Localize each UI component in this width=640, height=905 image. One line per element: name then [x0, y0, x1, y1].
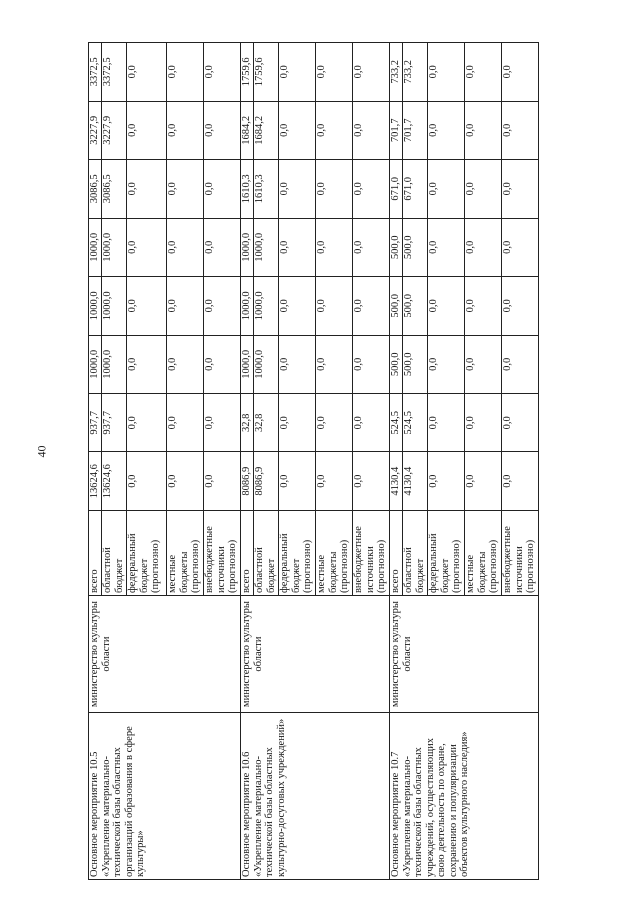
funding-source-cell: внебюджетные источники (прогнозно)	[502, 510, 539, 595]
funding-value-cell: 0,0	[127, 394, 167, 452]
funding-value-cell: 0,0	[279, 277, 316, 335]
table-row	[390, 43, 403, 880]
funding-value-cell: 1759,6	[254, 43, 279, 102]
funding-value-cell: 937,7	[102, 394, 127, 452]
funding-value-cell: 0,0	[502, 335, 539, 393]
funding-source-cell: внебюджетные источники (прогнозно)	[353, 510, 390, 595]
funding-value-cell: 0,0	[279, 218, 316, 276]
funding-value-cell: 0,0	[353, 101, 390, 159]
funding-value-cell: 1000,0	[89, 335, 102, 393]
funding-value-cell: 3086,5	[89, 160, 102, 218]
funding-value-cell: 0,0	[167, 335, 204, 393]
funding-value-cell: 0,0	[428, 101, 465, 159]
funding-value-cell: 500,0	[403, 335, 428, 393]
funding-value-cell: 0,0	[502, 43, 539, 102]
funding-source-cell: всего	[89, 510, 102, 595]
funding-value-cell: 0,0	[204, 335, 241, 393]
funding-value-cell: 733,2	[390, 43, 403, 102]
funding-value-cell: 0,0	[127, 452, 167, 510]
funding-value-cell: 0,0	[465, 394, 502, 452]
funding-value-cell: 32,8	[254, 394, 279, 452]
funding-value-cell: 0,0	[279, 43, 316, 102]
funding-value-cell: 0,0	[428, 160, 465, 218]
funding-source-cell: областной бюджет	[403, 510, 428, 595]
measure-name-cell: Основное мероприятие 10.5 «Укрепление материально-технической базы областных организаций образования в сфере культуры»	[89, 713, 241, 880]
funding-value-cell: 0,0	[428, 335, 465, 393]
funding-value-cell: 0,0	[502, 101, 539, 159]
funding-value-cell: 0,0	[316, 277, 353, 335]
funding-value-cell: 0,0	[428, 43, 465, 102]
funding-value-cell: 937,7	[89, 394, 102, 452]
funding-value-cell: 0,0	[167, 101, 204, 159]
funding-value-cell: 3227,9	[89, 101, 102, 159]
funding-value-cell: 0,0	[316, 160, 353, 218]
funding-value-cell: 0,0	[502, 218, 539, 276]
funding-value-cell: 0,0	[127, 335, 167, 393]
funding-value-cell: 0,0	[465, 452, 502, 510]
funding-value-cell: 0,0	[127, 277, 167, 335]
funding-value-cell: 0,0	[465, 218, 502, 276]
funding-value-cell: 0,0	[316, 218, 353, 276]
table-row	[241, 43, 254, 880]
funding-value-cell: 0,0	[316, 43, 353, 102]
funding-value-cell: 32,8	[241, 394, 254, 452]
funding-value-cell: 0,0	[353, 335, 390, 393]
funding-value-cell: 1684,2	[241, 101, 254, 159]
funding-value-cell: 4130,4	[390, 452, 403, 510]
funding-value-cell: 0,0	[167, 160, 204, 218]
funding-value-cell: 500,0	[390, 277, 403, 335]
funding-value-cell: 0,0	[204, 394, 241, 452]
funding-source-cell: федеральный бюджет (прогнозно)	[127, 510, 167, 595]
table-row	[89, 43, 102, 880]
funding-value-cell: 0,0	[204, 452, 241, 510]
funding-source-cell: местные бюджеты (прогнозно)	[167, 510, 204, 595]
funding-value-cell: 0,0	[428, 394, 465, 452]
funding-value-cell: 1000,0	[254, 218, 279, 276]
funding-source-cell: областной бюджет	[254, 510, 279, 595]
funding-value-cell: 0,0	[167, 218, 204, 276]
funding-value-cell: 0,0	[316, 394, 353, 452]
funding-value-cell: 524,5	[403, 394, 428, 452]
funding-value-cell: 0,0	[316, 335, 353, 393]
funding-value-cell: 500,0	[390, 335, 403, 393]
funding-value-cell: 0,0	[502, 452, 539, 510]
funding-value-cell: 13624,6	[102, 452, 127, 510]
funding-value-cell: 0,0	[428, 452, 465, 510]
funding-value-cell: 524,5	[390, 394, 403, 452]
funding-value-cell: 0,0	[127, 43, 167, 102]
funding-value-cell: 671,0	[390, 160, 403, 218]
measure-name-cell: Основное мероприятие 10.6 «Укрепление материально-технической базы областных культурно-досуговых учреждений»	[241, 713, 390, 880]
funding-value-cell: 0,0	[167, 43, 204, 102]
page-number: 40	[34, 445, 49, 458]
funding-value-cell: 0,0	[167, 277, 204, 335]
funding-value-cell: 0,0	[353, 452, 390, 510]
funding-value-cell: 0,0	[502, 160, 539, 218]
funding-value-cell: 3372,5	[89, 43, 102, 102]
funding-value-cell: 0,0	[279, 101, 316, 159]
funding-value-cell: 0,0	[127, 160, 167, 218]
funding-value-cell: 0,0	[127, 218, 167, 276]
funding-value-cell: 3372,5	[102, 43, 127, 102]
measure-name-cell: Основное мероприятие 10.7 «Укрепление материально-технической базы областных учреждений, осуществляющих свою деятельность по охране, сохранению и популяризации объектов культурного наследия»	[390, 713, 539, 880]
funding-value-cell: 3086,5	[102, 160, 127, 218]
funding-value-cell: 0,0	[465, 277, 502, 335]
funding-value-cell: 733,2	[403, 43, 428, 102]
funding-value-cell: 3227,9	[102, 101, 127, 159]
funding-value-cell: 0,0	[127, 101, 167, 159]
funding-value-cell: 0,0	[279, 160, 316, 218]
rotated-table-container	[88, 42, 640, 880]
funding-value-cell: 0,0	[167, 452, 204, 510]
funding-source-cell: областной бюджет	[102, 510, 127, 595]
funding-source-cell: федеральный бюджет (прогнозно)	[428, 510, 465, 595]
funding-value-cell: 0,0	[353, 218, 390, 276]
funding-table	[88, 42, 539, 880]
funding-value-cell: 1000,0	[89, 277, 102, 335]
funding-value-cell: 13624,6	[89, 452, 102, 510]
funding-value-cell: 8086,9	[241, 452, 254, 510]
funding-source-cell: внебюджетные источники (прогнозно)	[204, 510, 241, 595]
funding-value-cell: 1610,3	[241, 160, 254, 218]
responsible-executor-cell: министерство культуры области	[241, 596, 390, 713]
funding-value-cell: 1000,0	[241, 277, 254, 335]
funding-value-cell: 0,0	[465, 101, 502, 159]
funding-source-cell: всего	[241, 510, 254, 595]
funding-value-cell: 0,0	[465, 43, 502, 102]
funding-value-cell: 0,0	[353, 277, 390, 335]
funding-value-cell: 0,0	[316, 101, 353, 159]
funding-source-cell: местные бюджеты (прогнозно)	[316, 510, 353, 595]
funding-value-cell: 0,0	[204, 277, 241, 335]
funding-value-cell: 1000,0	[254, 335, 279, 393]
funding-value-cell: 0,0	[502, 277, 539, 335]
funding-value-cell: 0,0	[353, 160, 390, 218]
funding-source-cell: федеральный бюджет (прогнозно)	[279, 510, 316, 595]
funding-value-cell: 500,0	[390, 218, 403, 276]
funding-value-cell: 1000,0	[102, 218, 127, 276]
funding-value-cell: 8086,9	[254, 452, 279, 510]
funding-value-cell: 701,7	[390, 101, 403, 159]
funding-value-cell: 1610,3	[254, 160, 279, 218]
funding-value-cell: 0,0	[279, 394, 316, 452]
funding-value-cell: 0,0	[316, 452, 353, 510]
funding-value-cell: 0,0	[465, 335, 502, 393]
funding-value-cell: 4130,4	[403, 452, 428, 510]
funding-value-cell: 0,0	[279, 335, 316, 393]
funding-source-cell: местные бюджеты (прогнозно)	[465, 510, 502, 595]
funding-value-cell: 0,0	[279, 452, 316, 510]
funding-value-cell: 0,0	[167, 394, 204, 452]
funding-value-cell: 1000,0	[241, 218, 254, 276]
funding-source-cell: всего	[390, 510, 403, 595]
table-body	[89, 43, 539, 880]
funding-value-cell: 1000,0	[241, 335, 254, 393]
funding-value-cell: 500,0	[403, 277, 428, 335]
funding-value-cell: 0,0	[204, 43, 241, 102]
funding-value-cell: 671,0	[403, 160, 428, 218]
funding-value-cell: 1000,0	[254, 277, 279, 335]
funding-value-cell: 701,7	[403, 101, 428, 159]
funding-value-cell: 0,0	[465, 160, 502, 218]
funding-value-cell: 0,0	[204, 160, 241, 218]
funding-value-cell: 1684,2	[254, 101, 279, 159]
funding-value-cell: 0,0	[204, 218, 241, 276]
funding-value-cell: 0,0	[204, 101, 241, 159]
funding-value-cell: 0,0	[428, 277, 465, 335]
funding-value-cell: 0,0	[428, 218, 465, 276]
funding-value-cell: 500,0	[403, 218, 428, 276]
responsible-executor-cell: министерство культуры области	[89, 596, 241, 713]
funding-value-cell: 0,0	[353, 43, 390, 102]
funding-value-cell: 1000,0	[102, 335, 127, 393]
funding-value-cell: 0,0	[502, 394, 539, 452]
responsible-executor-cell: министерство культуры области	[390, 596, 539, 713]
funding-value-cell: 1000,0	[89, 218, 102, 276]
funding-value-cell: 1000,0	[102, 277, 127, 335]
funding-value-cell: 1759,6	[241, 43, 254, 102]
funding-value-cell: 0,0	[353, 394, 390, 452]
